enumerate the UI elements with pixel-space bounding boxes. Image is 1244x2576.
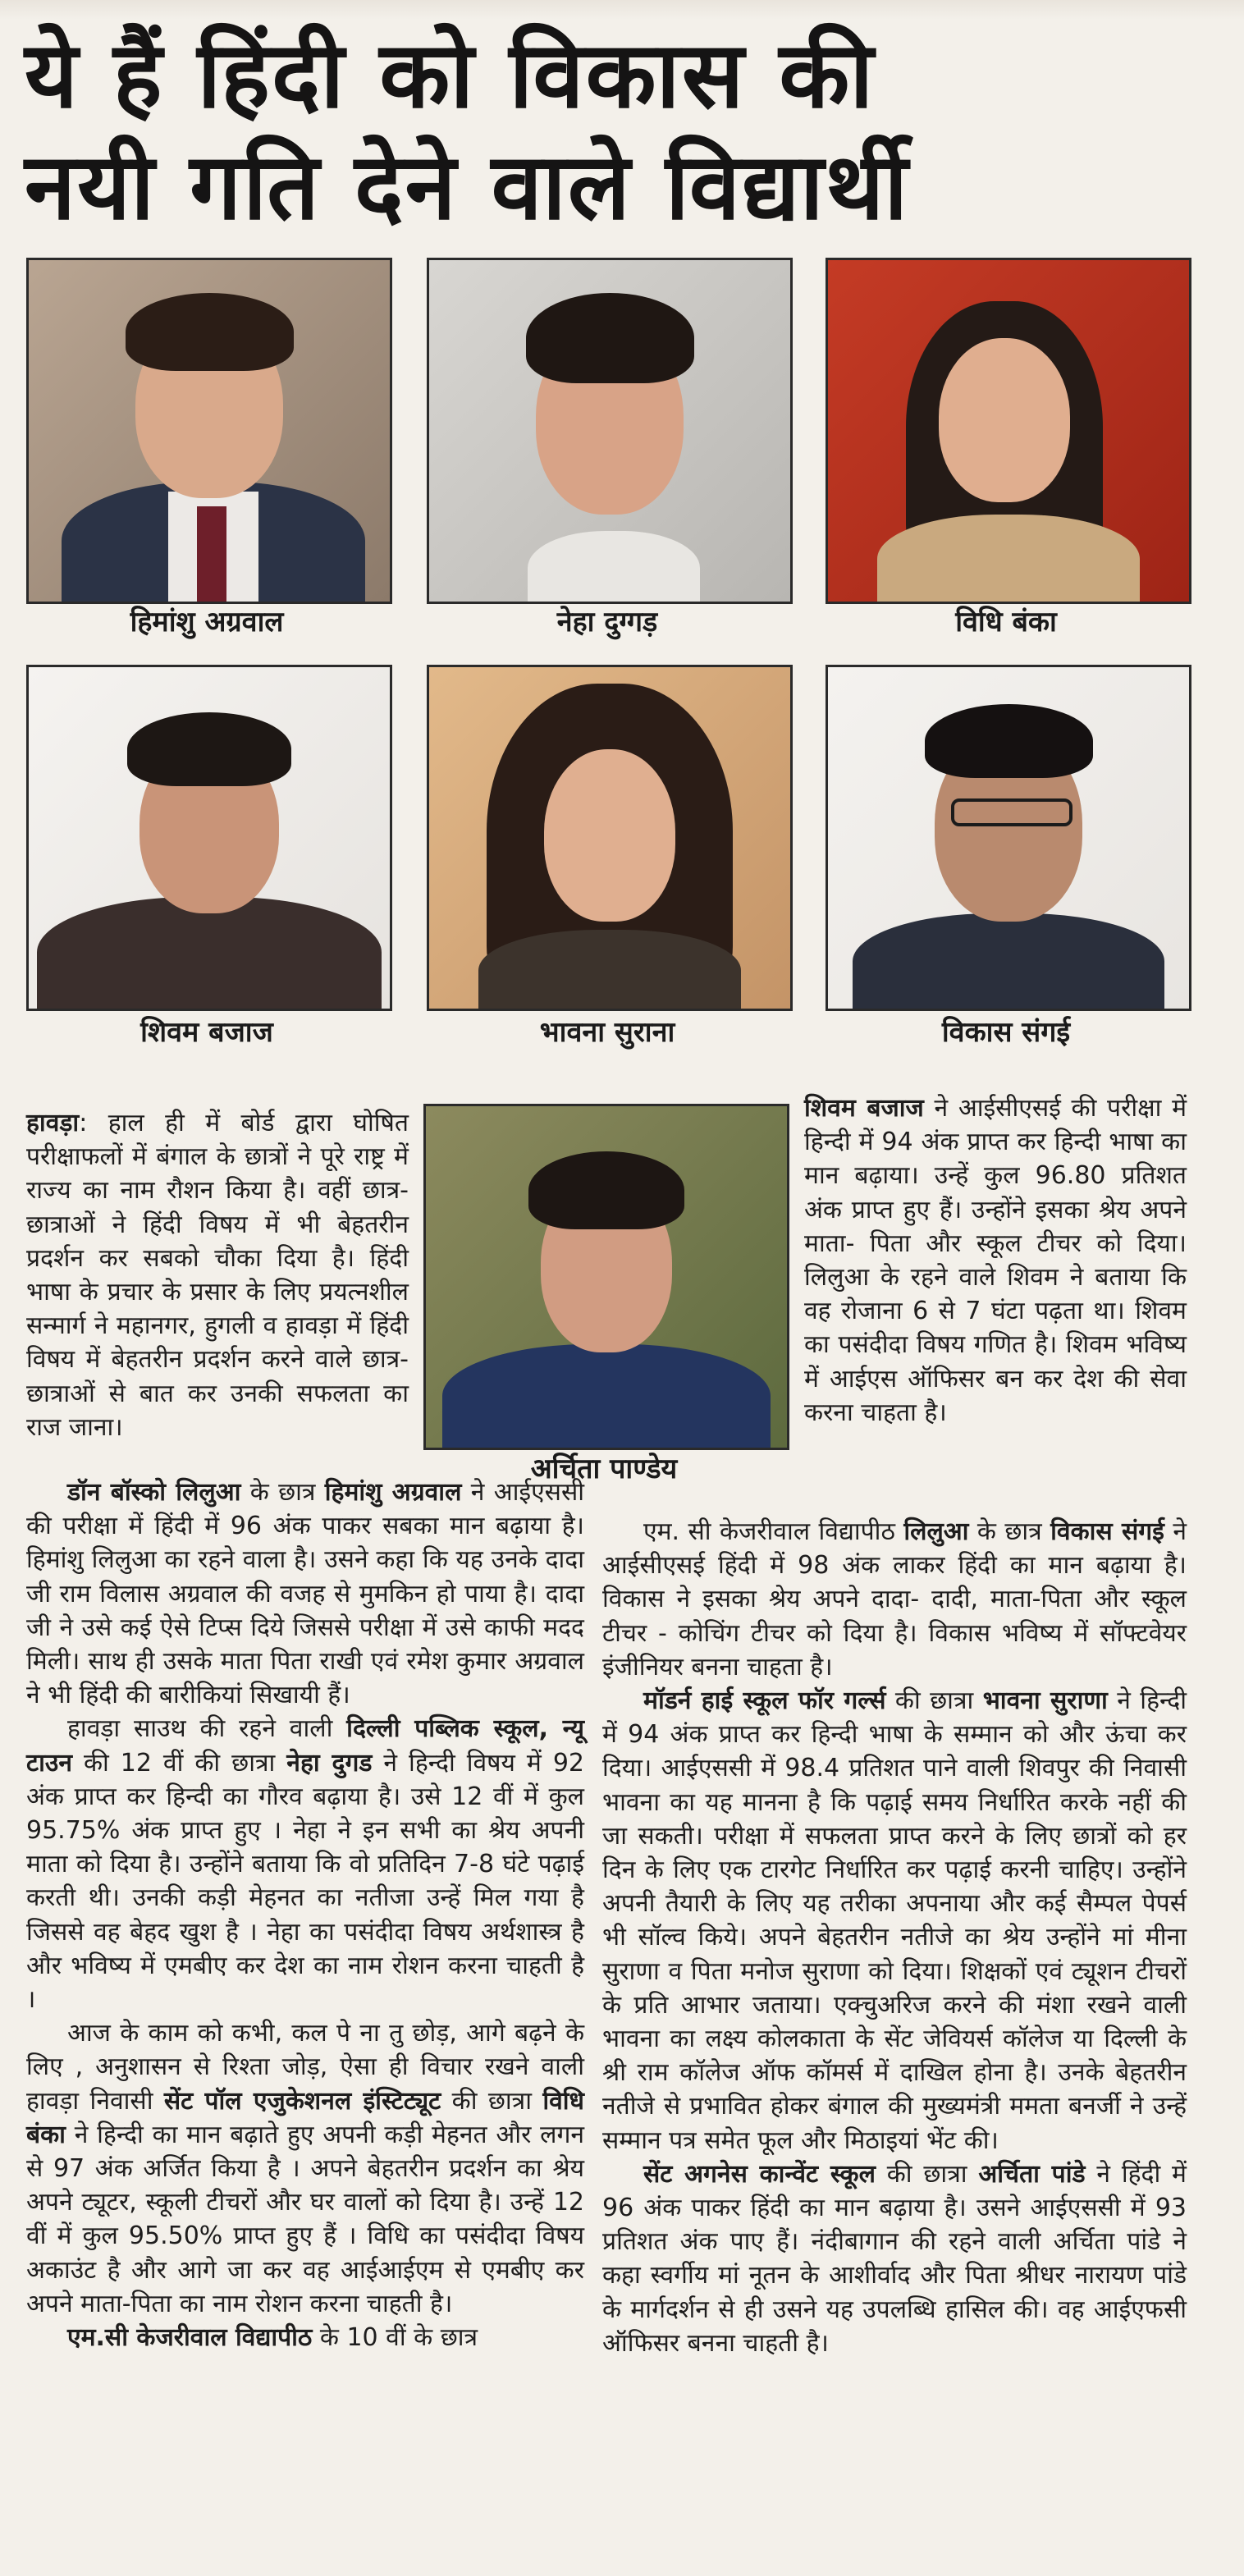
paragraph-himanshu: डॉन बॉस्को लिलुआ के छात्र हिमांशु अग्रवाल ने आईएससी की परीक्षा में हिंदी में 96 अंक पाकर सबका मान बढ़ाया है। हिमांशु लिलुआ का रहने वाला है। उसने कहा कि यह उनके दादा जी राम विलास अग्रवाल की वजह से मुमकिन हो पाया है। दादा जी ने उसे कई ऐसे टिप्स दिये जिससे परीक्षा में उसे काफी मदद मिली। साथ ही उसके माता पिता राखी एवं रमेश कुमार अग्रवाल ने भी हिंदी की बारीकियां सिखायी हैं। xyxy=(26,1478,585,1710)
paragraph-neha: हावड़ा साउथ की रहने वाली दिल्ली पब्लिक स्कूल, न्यू टाउन की 12 वीं की छात्रा नेहा दुगड ने हिन्दी विषय में 92 अंक प्राप्त कर हिन्दी का गौरव बढ़ाया है। उसे 12 वीं में कुल 95.75% अंक प्राप्त हुए । नेहा ने इन सभी का श्रेय अपनी माता को दिया है। उन्होंने बताया कि वो प्रतिदिन 7-8 घंटे पढ़ाई करती थी। उनकी कड़ी मेहनत का नतीजा उन्हें मिल गया है जिससे वह बेहद खुश है । नेहा का पसंदीदा विषय अर्थशास्त्र है और भविष्य में एमबीए कर देश का नाम रोशन करना चाहती है । xyxy=(26,1714,584,2015)
article-left-column xyxy=(26,1476,584,2354)
headline-line-2: नयी गति देने वाले विद्यार्थी xyxy=(25,134,910,240)
article-left-top xyxy=(26,1106,409,1444)
paragraph-archita: सेंट अगनेस कान्वेंट स्कूल की छात्रा अर्चिता पांडे ने हिंदी में 96 अंक पाकर हिंदी का मान बढ़ाया है। उसने आईएससी में 93 प्रतिशत अंक पाए हैं। नंदीबागान की रहने वाली अर्चिता पांडे ने कहा स्वर्गीय मां नूतन के आशीर्वाद और पिता श्रीधर नारायण पांडे के मार्गदर्शन से ही उसने यह उपलब्धि हासिल की। वह आईएफसी ऑफिसर बनना चाहती है। xyxy=(602,2159,1187,2358)
caption-archita: अर्चिता पाण्डेय xyxy=(530,1453,678,1485)
headline-line-1: ये हैं हिंदी को विकास की xyxy=(25,22,876,129)
article-right-column xyxy=(804,1091,1187,1430)
photo-vikas xyxy=(826,665,1191,1011)
caption-vikas: विकास संगई xyxy=(941,1016,1071,1049)
paragraph-bhavna: मॉडर्न हाई स्कूल फॉर गर्ल्स की छात्रा भावना सुराणा ने हिन्दी में 94 अंक प्राप्त कर हिन्दी भाषा के सम्मान को और ऊंचा कर दिया। आईएससी में 98.4 प्रतिशत पाने वाली शिवपुर की निवासी भावना का यह मानना है कि पढ़ाई समय निर्धारित करके नहीं की जा सकती। परीक्षा में सफलता प्राप्त करने के लिए छात्रों को हर दिन के लिए एक टारगेट निर्धारित कर पढ़ाई करनी चाहिए। उन्होंने अपनी तैयारी के लिए यह तरीका अपनाया और कई सैम्पल पेपर्स भी सॉल्व किये। अपने बेहतरीन नतीजे का श्रेय उन्होंने मां मीना सुराणा व पिता मनोज सुराणा को दिया। शिक्षकों एवं ट्यूशन टीचरों के प्रति आभार जताया। एक्चुअरिज करने की मंशा रखने वाली भावना का लक्ष्य कोलकाता के सेंट जेवियर्स कॉलेज या दिल्ली के श्री राम कॉलेज ऑफ कॉमर्स में दाखिल होना है। उनके बेहतरीन नतीजे से प्रभावित होकर बंगाल की मुख्यमंत्री ममता बनर्जी ने उन्हें सम्मान पत्र समेत फूल और मिठाइयां भेंट की। xyxy=(602,1686,1187,2155)
photo-himanshu xyxy=(26,258,392,604)
photo-vidhi xyxy=(826,258,1191,604)
caption-himanshu: हिमांशु अग्रवाल xyxy=(130,606,284,638)
photo-archita xyxy=(423,1104,789,1450)
caption-vidhi: विधि बंका xyxy=(955,606,1057,638)
paragraph-shivam-start: एम.सी केजरीवाल विद्यापीठ के 10 वीं के छात्र xyxy=(67,2323,478,2353)
article-intro: हावड़ा: हाल ही में बोर्ड द्वारा घोषित परीक्षाफलों में बंगाल के छात्रों ने पूरे राष्ट्र में राज्य का नाम रौशन किया है। वहीं छात्र-छात्राओं ने हिंदी विषय में भी बेहतरीन प्रदर्शन कर सबको चौका दिया है। हिंदी भाषा के प्रचार के प्रसार के लिए प्रयत्नशील सन्मार्ग ने महानगर, हुगली व हावड़ा में हिंदी विषय में बेहतरीन प्रदर्शन करने वाले छात्र-छात्राओं से बात कर उनकी सफलता का राज जाना। xyxy=(26,1109,409,1442)
photo-shivam xyxy=(26,665,392,1011)
photo-bhavna xyxy=(427,665,793,1011)
paragraph-vidhi: आज के काम को कभी, कल पे ना तु छोड़, आगे बढ़ने के लिए , अनुशासन से रिश्ता जोड़, ऐसा ही विचार रखने वाली हावड़ा निवासी सेंट पॉल एजुकेशनल इंस्टिट्यूट की छात्रा विधि बंका ने हिन्दी का मान बढ़ाते हुए अपनी कड़ी मेहनत और लगन से 97 अंक अर्जित किया है । अपने बेहतरीन प्रदर्शन का श्रेय अपने ट्यूटर, स्कूली टीचरों और घर वालों को दिया है। उन्हें 12 वीं में कुल 95.50% प्राप्त हुए हैं । विधि का पसंदीदा विषय अकाउंट है और आगे जा कर वह आईआईएम से एमबीए कर अपने माता-पिता का नाम रोशन करना चाहती है। xyxy=(26,2019,584,2318)
caption-shivam: शिवम बजाज xyxy=(140,1016,273,1049)
paragraph-vikas: एम. सी केजरीवाल विद्यापीठ लिलुआ के छात्र विकास संगई ने आईसीएसई हिंदी में 98 अंक लाकर हिंदी का मान बढ़ाया है। विकास ने इसका श्रेय अपने दादा- दादी, माता-पिता और स्कूल टीचर - कोचिंग टीचर को दिया है। विकास भविष्य में सॉफ्टवेयर इंजीनियर बनना चाहता है। xyxy=(602,1517,1187,1681)
article-right-lower xyxy=(602,1515,1187,2360)
dateline: हावड़ा xyxy=(26,1109,80,1137)
page-top-strip xyxy=(0,0,1244,20)
photo-neha xyxy=(427,258,793,604)
caption-neha: नेहा दुग्गड़ xyxy=(556,606,658,638)
caption-bhavna: भावना सुराना xyxy=(539,1016,675,1049)
paragraph-shivam-cont: शिवम बजाज ने आईसीएसई की परीक्षा में हिन्दी में 94 अंक प्राप्त कर हिन्दी भाषा का मान बढ़ाया। उन्हें कुल 96.80 प्रतिशत अंक प्राप्त हुए हैं। उन्होंने इसका श्रेय अपने माता- पिता और स्कूल टीचर को दिया। लिलुआ के रहने वाले शिवम ने बताया कि वह रोजाना 6 से 7 घंटा पढ़ता था। शिवम का पसंदीदा विषय गणित है। शिवम भविष्य में आईएस ऑफिसर बन कर देश की सेवा करना चाहता है। xyxy=(804,1094,1187,1427)
